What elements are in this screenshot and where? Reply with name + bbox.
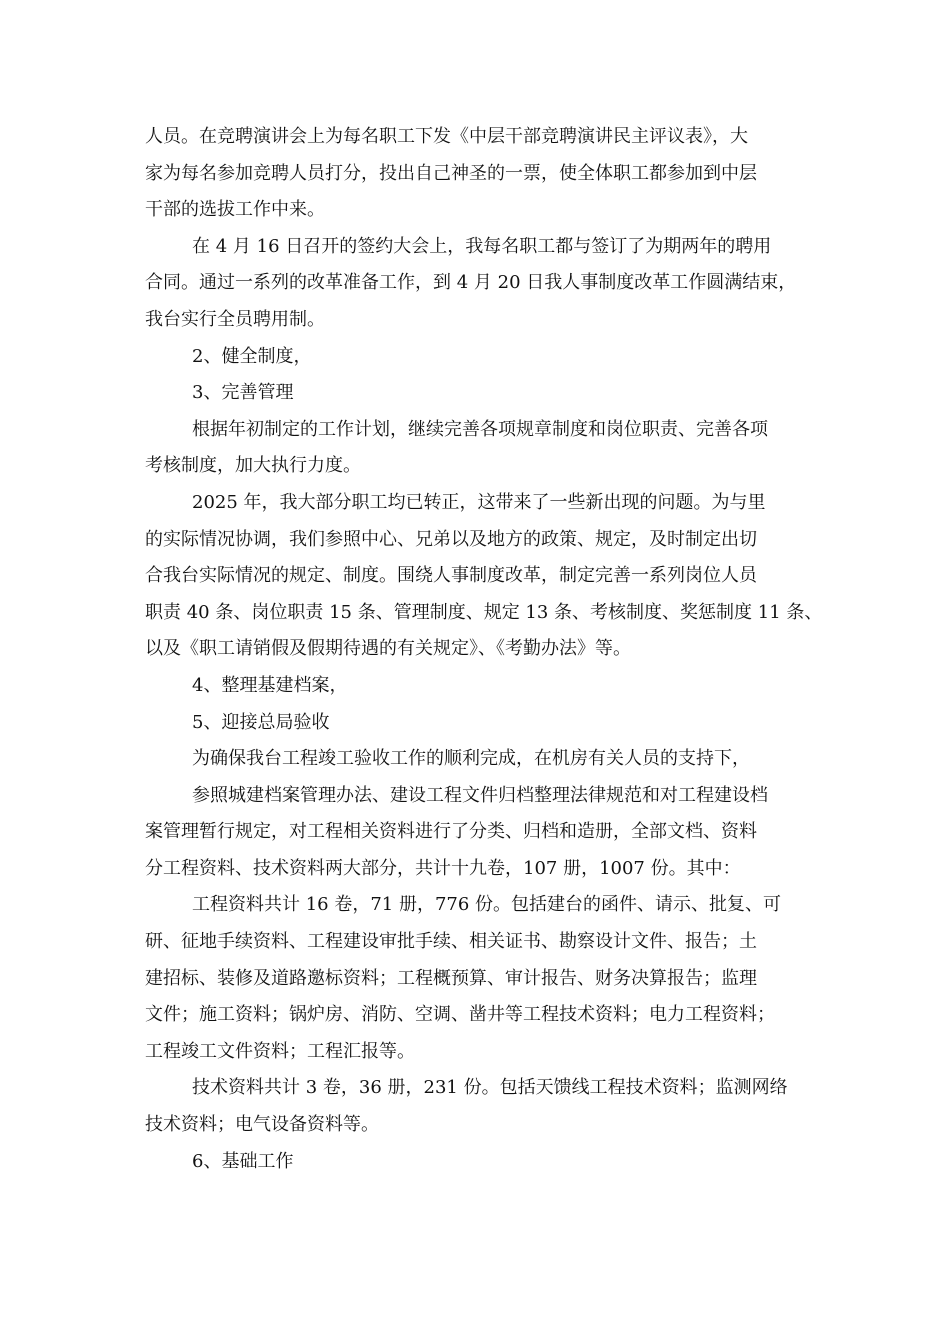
text-line: 以及《职工请销假及假期待遇的有关规定》、《考勤办法》等。 <box>145 638 631 660</box>
text-line: 我台实行全员聘用制。 <box>145 308 325 330</box>
text-line: 根据年初制定的工作计划，继续完善各项规章制度和岗位职责、完善各项 <box>192 418 768 440</box>
text-line: 案管理暂行规定，对工程相关资料进行了分类、归档和造册，全部文档、资料 <box>145 821 757 843</box>
text-line: 工程竣工文件资料；工程汇报等。 <box>145 1040 415 1062</box>
text-line: 职责 40 条、岗位职责 15 条、管理制度、规定 13 条、考核制度、奖惩制度 11 条、 <box>145 601 823 623</box>
text-line: 的实际情况协调，我们参照中心、兄弟以及地方的政策、规定，及时制定出切 <box>145 528 757 550</box>
text-line: 4、整理基建档案， <box>192 674 348 696</box>
text-line: 3、完善管理 <box>192 382 294 404</box>
text-line: 2025 年，我大部分职工均已转正，这带来了一些新出现的问题。为与里 <box>192 491 766 513</box>
text-line: 参照城建档案管理办法、建设工程文件归档整理法律规范和对工程建设档 <box>192 784 768 806</box>
text-line: 家为每名参加竞聘人员打分，投出自己神圣的一票，使全体职工都参加到中层 <box>145 162 757 184</box>
text-line: 6、基础工作 <box>192 1150 294 1172</box>
text-line: 研、征地手续资料、工程建设审批手续、相关证书、勘察设计文件、报告；土 <box>145 931 757 953</box>
text-line: 建招标、装修及道路邀标资料；工程概预算、审计报告、财务决算报告；监理 <box>145 967 757 989</box>
text-line: 文件；施工资料；锅炉房、消防、空调、凿井等工程技术资料；电力工程资料； <box>145 1004 775 1026</box>
text-line: 合同。通过一系列的改革准备工作，到 4 月 20 日我人事制度改革工作圆满结束， <box>145 272 797 294</box>
text-line: 分工程资料、技术资料两大部分，共计十九卷，107 册，1007 份。其中： <box>145 857 741 879</box>
text-line: 为确保我台工程竣工验收工作的顺利完成，在机房有关人员的支持下， <box>192 748 750 770</box>
text-line: 在 4 月 16 日召开的签约大会上，我每名职工都与签订了为期两年的聘用 <box>192 235 772 257</box>
text-line: 合我台实际情况的规定、制度。围绕人事制度改革，制定完善一系列岗位人员 <box>145 565 757 587</box>
text-line: 技术资料；电气设备资料等。 <box>145 1114 379 1136</box>
text-line: 考核制度，加大执行力度。 <box>145 455 361 477</box>
text-line: 5、迎接总局验收 <box>192 711 330 733</box>
document-body <box>145 119 825 1180</box>
text-line: 2、健全制度， <box>192 345 312 367</box>
text-line: 干部的选拔工作中来。 <box>145 199 325 221</box>
text-line: 工程资料共计 16 卷，71 册，776 份。包括建台的函件、请示、批复、可 <box>192 894 782 916</box>
text-line: 技术资料共计 3 卷，36 册，231 份。包括天馈线工程技术资料；监测网络 <box>192 1077 788 1099</box>
text-line: 人员。在竞聘演讲会上为每名职工下发《中层干部竞聘演讲民主评议表》，大 <box>145 126 748 147</box>
